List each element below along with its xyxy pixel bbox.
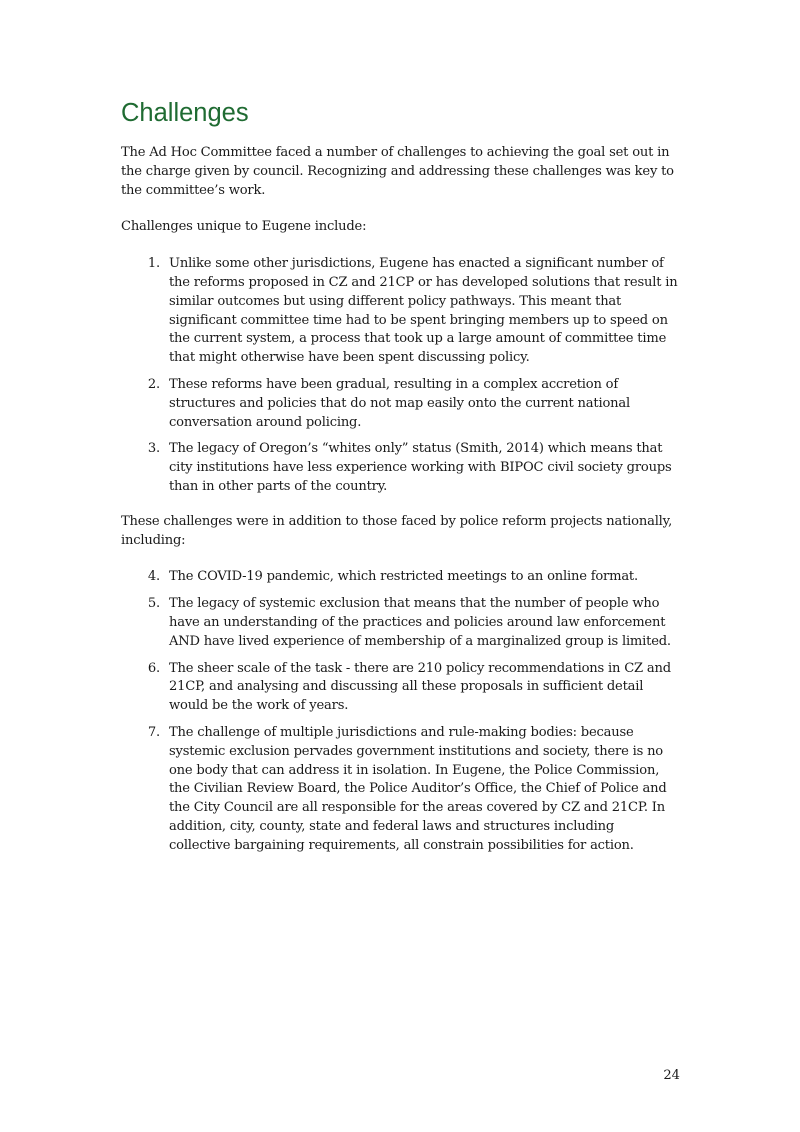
list-item-number: 4. bbox=[147, 569, 160, 585]
document-page bbox=[121, 96, 686, 872]
list-item-number: 5. bbox=[147, 596, 160, 612]
national-challenges-intro: These challenges were in addition to those faced by police reform projects nationally, including: bbox=[121, 513, 673, 548]
unique-challenges-intro: Challenges unique to Eugene include: bbox=[121, 219, 367, 235]
list-item-number: 3. bbox=[147, 441, 160, 457]
list-item-number: 7. bbox=[147, 724, 160, 740]
list-item bbox=[121, 595, 686, 651]
national-challenges-list bbox=[121, 568, 686, 855]
list-item bbox=[121, 568, 686, 587]
list-item bbox=[121, 724, 686, 856]
list-item-text: The legacy of Oregon’s “whites only” status (Smith, 2014) which means that city institutions have less experience working with BIPOC civil society groups than in other parts of the country. bbox=[169, 441, 672, 494]
list-item-number: 6. bbox=[147, 660, 160, 676]
list-item-text: These reforms have been gradual, resulting in a complex accretion of structures and policies that do not map easily onto the current national conversation around policing. bbox=[169, 376, 630, 430]
intro-paragraph: The Ad Hoc Committee faced a number of challenges to achieving the goal set out in the charge given by council. Recognizing and addressing these challenges was key to the committee’s work. bbox=[121, 145, 674, 198]
list-item-number: 2. bbox=[147, 376, 160, 392]
list-item bbox=[121, 376, 686, 432]
list-item-text: The COVID-19 pandemic, which restricted meetings to an online format. bbox=[169, 569, 638, 585]
list-item bbox=[121, 255, 686, 368]
unique-challenges-list bbox=[121, 255, 686, 497]
list-item-text: The challenge of multiple jurisdictions and rule-making bodies: because systemic exclusion pervades government institutions and society, there is no one body that can address it in isolation. In Eugene, the Police Commission, the Civilian Review Board, the Police Auditor’s Office, the Chief of Police and the City Council are all responsible for the areas covered by CZ and 21CP. In addition, city, county, state and federal laws and structures including collective bargaining requirements, all constrain possibilities for action. bbox=[169, 724, 667, 853]
list-item-text: Unlike some other jurisdictions, Eugene has enacted a significant number of the reforms proposed in CZ and 21CP or has developed solutions that result in similar outcomes but using different policy pathways. This meant that significant committee time had to be spent bringing members up to speed on the current system, a process that took up a large amount of committee time that might otherwise have been spent discussing policy. bbox=[169, 256, 678, 366]
list-item-text: The sheer scale of the task - there are 210 policy recommendations in CZ and 21CP, and analysing and discussing all these proposals in sufficient detail would be the work of years. bbox=[169, 660, 671, 714]
list-item-text: The legacy of systemic exclusion that means that the number of people who have an understanding of the practices and policies around law enforcement AND have lived experience of membership of a marginalized group is limited. bbox=[169, 596, 671, 649]
page-number: 24 bbox=[663, 1068, 680, 1083]
list-item bbox=[121, 660, 686, 716]
list-item bbox=[121, 440, 686, 496]
section-heading: Challenges bbox=[121, 99, 249, 127]
list-item-number: 1. bbox=[147, 256, 160, 272]
